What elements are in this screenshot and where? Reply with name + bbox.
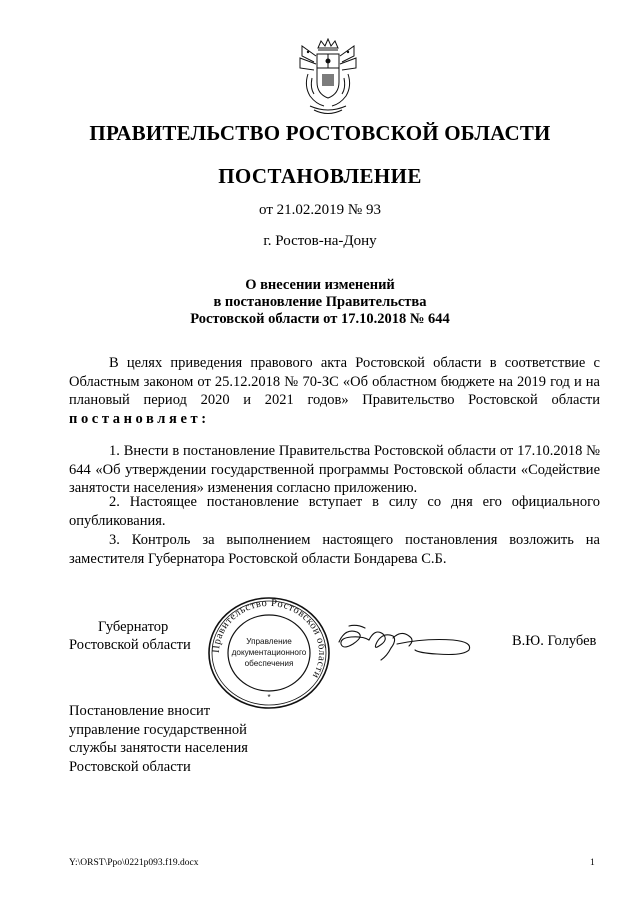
- preamble-text: В целях приведения правового акта Ростовской области в соответствие с Областным законом от 25.12.2018 № 70-ЗС «Об областном бюджете на 2019 год и на плановый период 2020 и 2021 годов» Правительство Ростовской области: [69, 355, 600, 408]
- decree-item-2: 2. Настоящее постановление вступает в силу со дня его официального опубликования.: [69, 494, 600, 529]
- signatory-name: В.Ю. Голубев: [512, 633, 597, 649]
- subject-line: О внесении изменений: [245, 277, 395, 293]
- subject-line: в постановление Правительства: [213, 294, 427, 310]
- footer-file-path: Y:\ORST\Ppo\0221p093.f19.docx: [69, 858, 199, 868]
- page-number: 1: [590, 858, 595, 868]
- subject-line: Ростовской области от 17.10.2018 № 644: [190, 311, 450, 327]
- decree-word: постановляет:: [69, 410, 210, 427]
- organization-title: ПРАВИТЕЛЬСТВО РОСТОВСКОЙ ОБЛАСТИ: [89, 121, 551, 145]
- decree-item-3: 3. Контроль за выполнением настоящего постановления возложить на заместителя Губернатора Ростовской области Бондарева С.Б.: [69, 532, 600, 567]
- signatory-title: Губернатор: [98, 619, 169, 635]
- document-type: ПОСТАНОВЛЕНИЕ: [218, 164, 422, 188]
- decree-item-1: 1. Внести в постановление Правительства Ростовской области от 17.10.2018 № 644 «Об утверждении государственной программы Ростовской области «Содействие занятости населения» изменения согласно приложению.: [69, 443, 600, 496]
- submitted-by-line: Ростовской области: [69, 758, 191, 775]
- submitted-by-line: управление государственной: [69, 721, 247, 738]
- document-city: г. Ростов-на-Дону: [263, 233, 377, 249]
- document-date-number: от 21.02.2019 № 93: [259, 202, 381, 218]
- stamp-outer-text: Правительство Ростовской области: [210, 597, 328, 681]
- document-subject: [0, 277, 640, 328]
- signatory-region: Ростовской области: [69, 637, 191, 653]
- stamp-inner-line: документационного: [231, 648, 307, 657]
- coat-of-arms-icon: [296, 38, 360, 118]
- submitted-by-note: [69, 702, 248, 776]
- handwritten-signature: [335, 620, 480, 664]
- official-stamp: [206, 596, 332, 710]
- svg-text:*: *: [267, 693, 271, 702]
- stamp-inner-line: обеспечения: [244, 659, 294, 668]
- preamble-paragraph: [69, 354, 600, 428]
- submitted-by-line: службы занятости населения: [69, 740, 248, 756]
- submitted-by-line: Постановление вносит: [69, 703, 211, 719]
- stamp-inner-line: Управление: [246, 637, 292, 646]
